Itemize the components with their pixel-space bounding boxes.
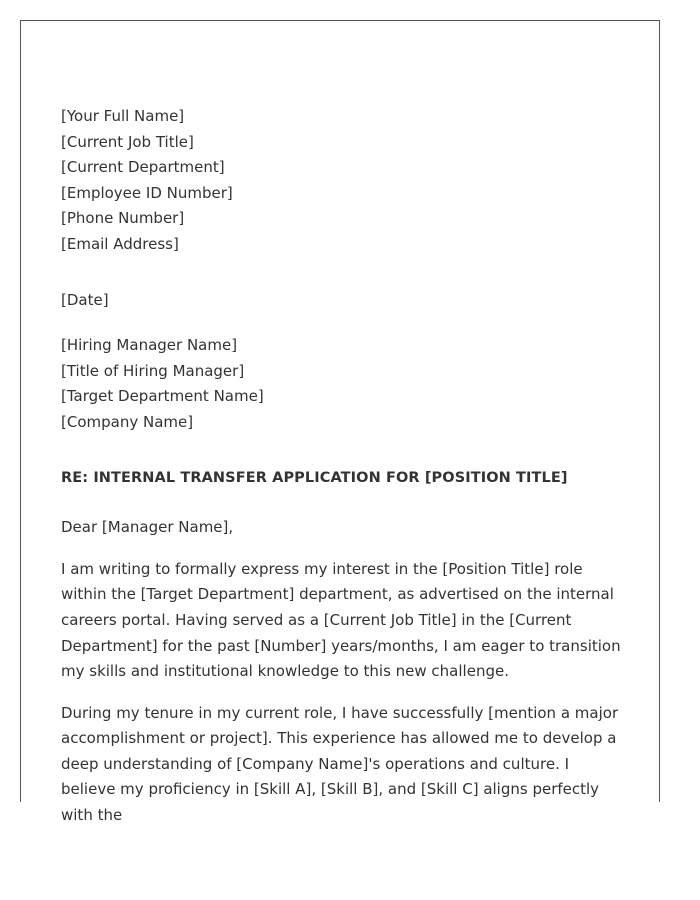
recipient-title: [Title of Hiring Manager]: [61, 361, 245, 380]
sender-full-name: [Your Full Name]: [61, 107, 185, 125]
sender-department: [Current Department]: [61, 158, 225, 177]
subject-line: RE: INTERNAL TRANSFER APPLICATION FOR [POSITION TITLE]: [61, 469, 568, 486]
letter-date: [Date]: [61, 290, 109, 309]
sender-job-title: [Current Job Title]: [61, 132, 194, 151]
salutation: Dear [Manager Name],: [61, 518, 234, 537]
body-paragraph-2: During my tenure in my current role, I have successfully [mention a major accomplishment or project]. This experience has allowed me to develop a deep understanding of [Company Name]'s operations and culture. I believe my proficiency in [Skill A], [Skill B], and [Skill C] aligns perfectly with the: [61, 703, 619, 825]
sender-block: [61, 104, 626, 258]
recipient-name: [Hiring Manager Name]: [61, 336, 238, 355]
recipient-company: [Company Name]: [61, 412, 194, 431]
recipient-department: [Target Department Name]: [61, 387, 264, 406]
sender-email: [Email Address]: [61, 234, 179, 253]
sender-phone: [Phone Number]: [61, 209, 185, 228]
letter-content: [61, 104, 626, 829]
recipient-block: [61, 333, 626, 435]
date-block: [61, 288, 626, 314]
letter-page: [20, 20, 660, 825]
sender-employee-id: [Employee ID Number]: [61, 183, 233, 202]
body-paragraph-1: I am writing to formally express my interest in the [Position Title] role within the [Target Department] department, as advertised on the internal careers portal. Having served as a [Current Job Title] in the [Current Department] for the past [Number] years/months, I am eager to transition my skills and institutional knowledge to this new challenge.: [61, 559, 621, 681]
